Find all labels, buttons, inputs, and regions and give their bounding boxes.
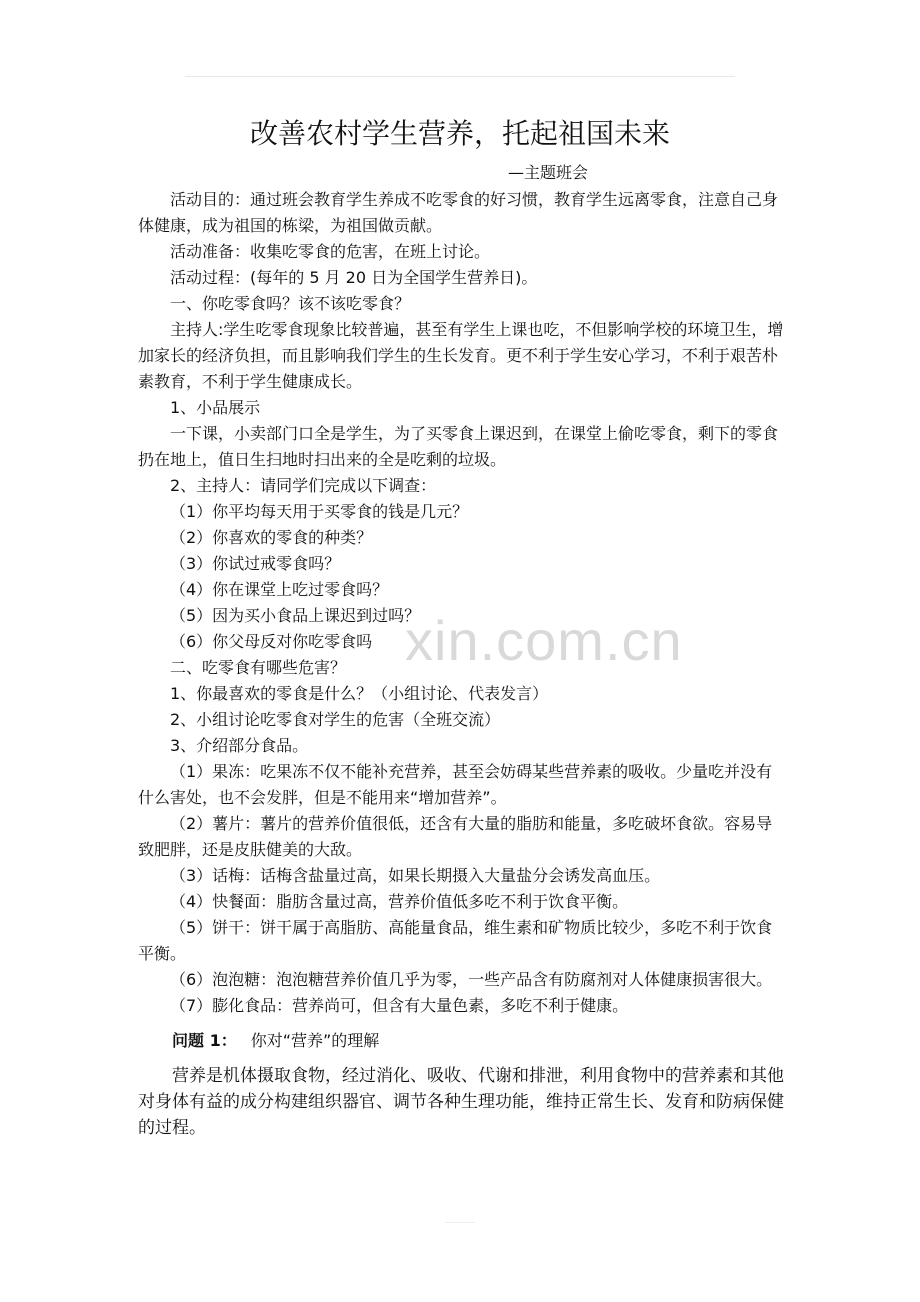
food-item: （3）话梅：话梅含盐量过高，如果长期摄入大量盐分会诱发高血压。	[170, 866, 661, 885]
food-item: （6）泡泡糖：泡泡糖营养价值几乎为零，一些产品含有防腐剂对人体健康损害很大。	[170, 970, 773, 989]
document-subtitle: —主题班会	[508, 163, 589, 182]
survey-item: （3）你试过戒零食吗？	[170, 554, 341, 573]
paragraph: 3、介绍部分食品。	[170, 736, 309, 755]
closing-paragraph: 营养是机体摄取食物，经过消化、吸收、代谢和排泄，利用食物中的营养素和其他对身体有益的成分构建组织器官、调节各种生理功能，维持正常生长、发育和防病保健的过程。	[138, 1066, 784, 1138]
document-title: 改善农村学生营养，托起祖国未来	[249, 117, 670, 150]
paragraph: 1、小品展示	[170, 398, 261, 417]
watermark: xin.com.cn	[405, 609, 683, 672]
question-text: 你对“营养”的理解	[250, 1031, 380, 1050]
survey-item: （2）你喜欢的零食的种类？	[170, 528, 373, 547]
survey-item: （6）你父母反对你吃零食吗	[170, 632, 373, 651]
paragraph: 主持人:学生吃零食现象比较普遍，甚至有学生上课也吃，不但影响学校的环境卫生，增加家长的经济负担，而且影响我们学生的生长发育。更不利于学生安心学习，不利于艰苦朴素教育，不利于学生健康成长。	[138, 320, 784, 391]
food-item: （1）果冻：吃果冻不仅不能补充营养，甚至会妨碍某些营养素的吸收。少量吃并没有什么害处，也不会发胖，但是不能用来“增加营养”。	[138, 762, 773, 807]
document-body	[138, 187, 784, 1141]
food-item: （7）膨化食品：营养尚可，但含有大量色素，多吃不利于健康。	[170, 996, 629, 1015]
footer-mark	[445, 1222, 475, 1223]
question-line	[138, 1028, 784, 1054]
section-heading: 一、你吃零食吗？该不该吃零食？	[170, 294, 411, 313]
survey-item: （4）你在课堂上吃过零食吗？	[170, 580, 389, 599]
food-item: （5）饼干：饼干属于高脂肪、高能量食品，维生素和矿物质比较少，多吃不利于饮食平衡。	[138, 918, 773, 963]
paragraph: 2、主持人：请同学们完成以下调查：	[170, 476, 437, 495]
survey-item: （5）因为买小食品上课迟到过吗？	[170, 606, 421, 625]
paragraph: 活动准备：收集吃零食的危害，在班上讨论。	[170, 242, 491, 261]
paragraph: 一下课，小卖部门口全是学生，为了买零食上课迟到，在课堂上偷吃零食，剩下的零食扔在地上，值日生扫地时扫出来的全是吃剩的垃圾。	[138, 424, 779, 469]
section-heading: 二、吃零食有哪些危害？	[170, 658, 347, 677]
paragraph: 活动过程：(每年的 5 月 20 日为全国学生营养日)。	[170, 268, 538, 287]
paragraph: 2、小组讨论吃零食对学生的危害（全班交流）	[170, 710, 501, 729]
header-rule	[185, 76, 735, 77]
food-item: （4）快餐面：脂肪含量过高，营养价值低多吃不利于饮食平衡。	[170, 892, 629, 911]
paragraph: 1、你最喜欢的零食是什么？（小组讨论、代表发言）	[170, 684, 549, 703]
paragraph: 活动目的：通过班会教育学生养成不吃零食的好习惯，教育学生远离零食，注意自己身体健康，成为祖国的栋梁，为祖国做贡献。	[138, 190, 779, 235]
question-label: 问题 1：	[172, 1031, 237, 1050]
food-item: （2）薯片：薯片的营养价值很低，还含有大量的脂肪和能量，多吃破坏食欲。容易导致肥胖，还是皮肤健美的大敌。	[138, 814, 773, 859]
survey-item: （1）你平均每天用于买零食的钱是几元？	[170, 502, 469, 521]
